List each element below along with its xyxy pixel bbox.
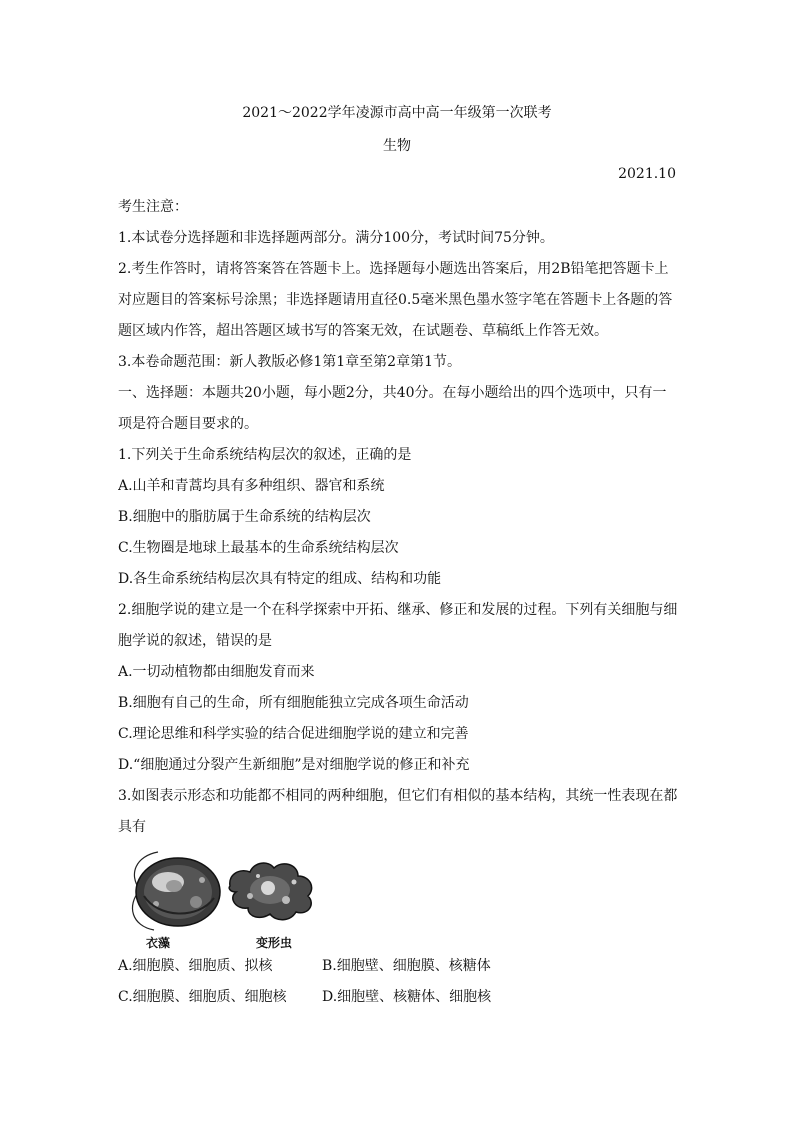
question-2-option-b: B.细胞有自己的生命，所有细胞能独立完成各项生命活动 bbox=[118, 695, 469, 711]
cell-illustration bbox=[118, 846, 338, 934]
section-instruction: 项是符合题目要求的。 bbox=[118, 416, 258, 432]
subject-title: 生物 bbox=[383, 138, 411, 154]
question-1-option-b: B.细胞中的脂肪属于生命系统的结构层次 bbox=[118, 509, 371, 525]
notice-line: 3.本卷命题范围：新人教版必修1第1章至第2章第1节。 bbox=[118, 354, 461, 370]
question-2-option-c: C.理论思维和科学实验的结合促进细胞学说的建立和完善 bbox=[118, 726, 469, 742]
notice-line: 题区域内作答，超出答题区域书写的答案无效，在试题卷、草稿纸上作答无效。 bbox=[118, 323, 608, 339]
notice-heading: 考生注意： bbox=[118, 199, 188, 215]
question-2-option-d: D.“细胞通过分裂产生新细胞”是对细胞学说的修正和补充 bbox=[118, 757, 470, 773]
question-1-option-a: A.山羊和青蒿均具有多种组织、器官和系统 bbox=[118, 478, 385, 494]
question-3-option-c: C.细胞膜、细胞质、细胞核 bbox=[118, 989, 287, 1005]
cell-figure bbox=[118, 846, 678, 954]
chlamydomonas-cell bbox=[132, 852, 220, 930]
question-2-option-a: A.一切动植物都由细胞发育而来 bbox=[118, 664, 315, 680]
exam-date: 2021.10 bbox=[618, 166, 676, 182]
question-3-option-d: D.细胞壁、核糖体、细胞核 bbox=[322, 989, 492, 1005]
question-3-stem: 3.如图表示形态和功能都不相同的两种细胞，但它们有相似的基本结构，其统一性表现在都 bbox=[118, 788, 678, 804]
notice-line: 1.本试卷分选择题和非选择题两部分。满分100分，考试时间75分钟。 bbox=[118, 230, 554, 246]
question-2-stem: 2.细胞学说的建立是一个在科学探索中开拓、继承、修正和发展的过程。下列有关细胞与细 bbox=[118, 602, 678, 618]
notice-line: 对应题目的答案标号涂黑；非选择题请用直径0.5毫米黑色墨水签字笔在答题卡上各题的答 bbox=[118, 292, 673, 308]
question-1-stem: 1.下列关于生命系统结构层次的叙述，正确的是 bbox=[118, 447, 412, 463]
exam-body bbox=[118, 195, 678, 1016]
section-instruction: 一、选择题：本题共20小题，每小题2分，共40分。在每小题给出的四个选项中，只有一 bbox=[118, 385, 667, 401]
figure-label-right: 变形虫 bbox=[256, 936, 293, 950]
question-2-stem: 胞学说的叙述，错误的是 bbox=[118, 633, 272, 649]
question-1-option-c: C.生物圈是地球上最基本的生命系统结构层次 bbox=[118, 540, 399, 556]
question-1-option-d: D.各生命系统结构层次具有特定的组成、结构和功能 bbox=[118, 571, 442, 587]
notice-line: 2.考生作答时，请将答案答在答题卡上。选择题每小题选出答案后，用2B铅笔把答题卡上 bbox=[118, 261, 669, 277]
question-3-option-b: B.细胞壁、细胞膜、核糖体 bbox=[322, 958, 491, 974]
question-3-options-row bbox=[118, 954, 678, 985]
amoeba-cell bbox=[229, 863, 311, 920]
question-3-options-row bbox=[118, 985, 678, 1016]
exam-title: 2021～2022学年凌源市高中高一年级第一次联考 bbox=[242, 105, 552, 121]
question-3-option-a: A.细胞膜、细胞质、拟核 bbox=[118, 958, 273, 974]
figure-label-left: 衣藻 bbox=[146, 936, 171, 950]
question-3-stem: 具有 bbox=[118, 819, 146, 835]
